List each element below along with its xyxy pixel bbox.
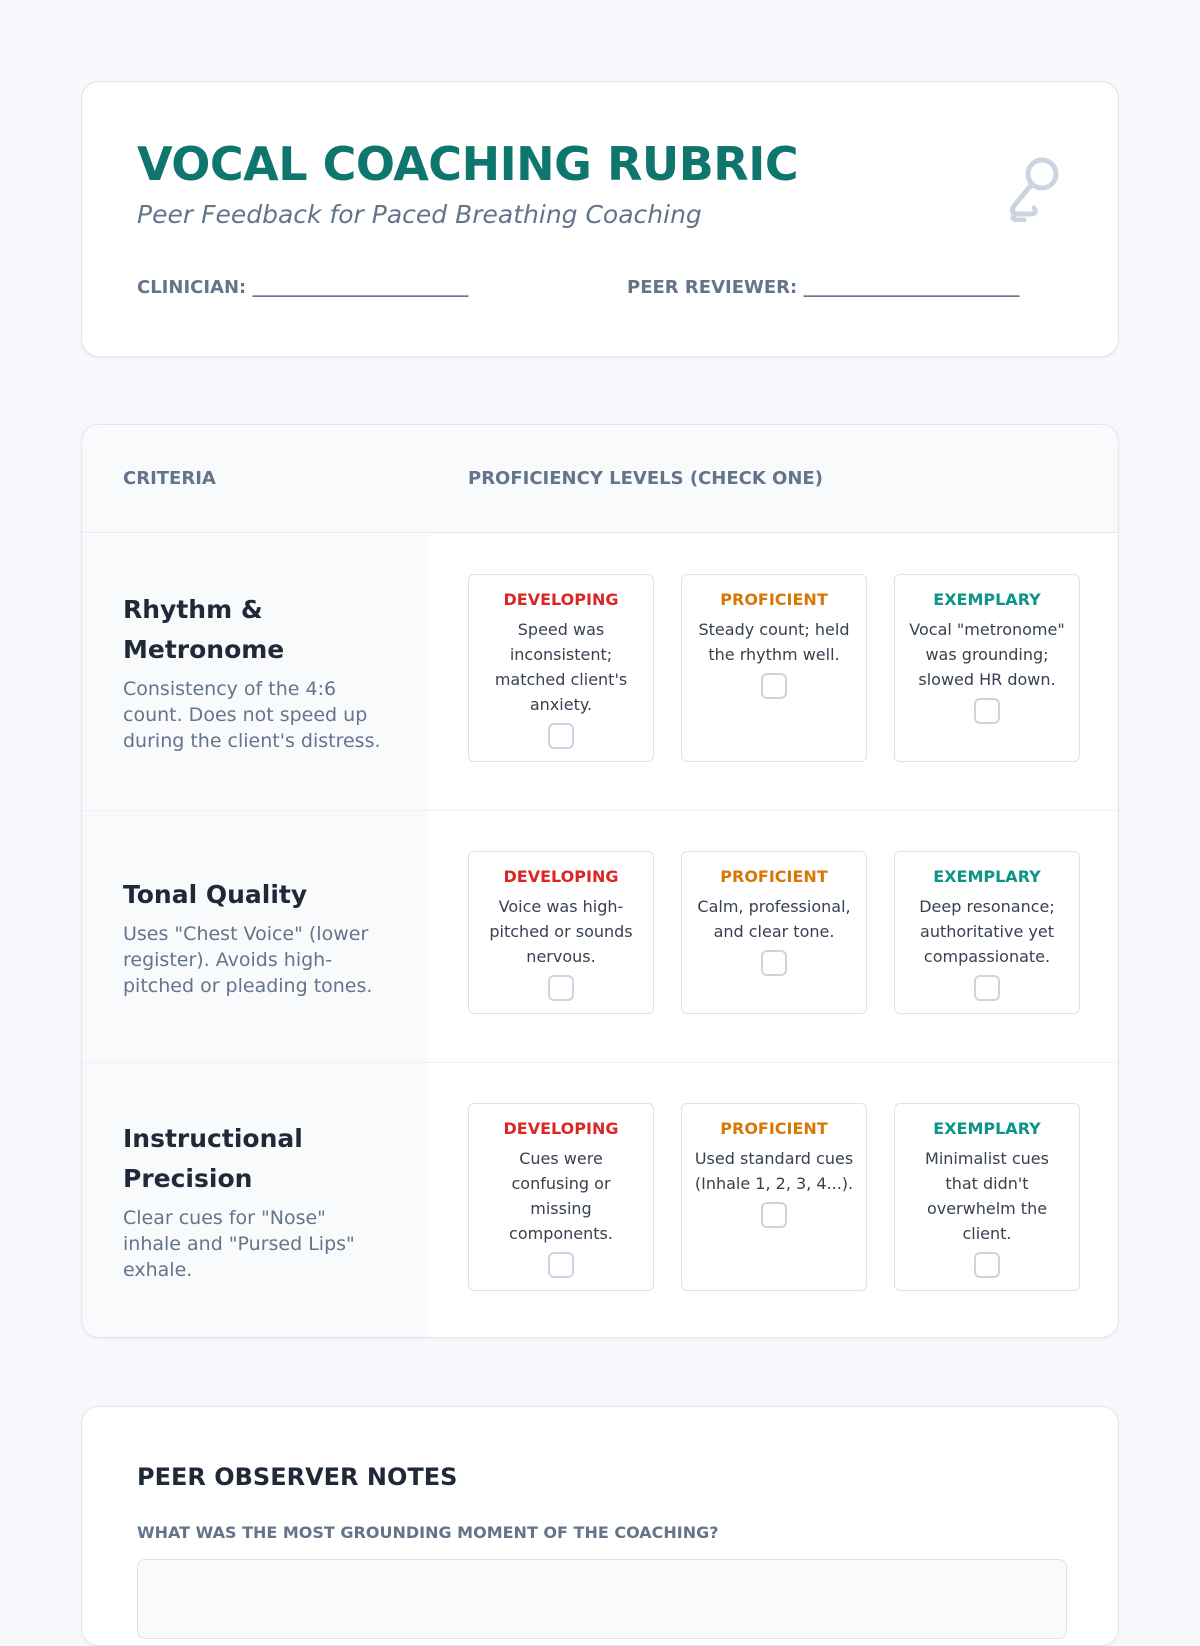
level-options (468, 1103, 1080, 1291)
proficient-checkbox[interactable] (761, 673, 787, 699)
level-name: EXEMPLARY (933, 867, 1041, 886)
level-name: DEVELOPING (503, 1119, 619, 1138)
level-proficient (681, 851, 867, 1014)
level-options (468, 574, 1080, 762)
level-exemplary (894, 574, 1080, 762)
criterion-cell (82, 534, 428, 810)
microphone-icon (1002, 152, 1066, 222)
level-developing (468, 1103, 654, 1291)
level-exemplary (894, 1103, 1080, 1291)
exemplary-checkbox[interactable] (974, 975, 1000, 1001)
level-name: DEVELOPING (503, 867, 619, 886)
clinician-label: CLINICIAN: (137, 277, 247, 298)
level-developing (468, 851, 654, 1014)
level-description: Vocal "metronome" was grounding; slowed HR down. (909, 620, 1065, 689)
level-name: EXEMPLARY (933, 1119, 1041, 1138)
peer-reviewer-signature[interactable] (627, 277, 1019, 298)
level-options (468, 851, 1080, 1014)
levels-column-header: PROFICIENCY LEVELS (CHECK ONE) (468, 468, 823, 489)
level-proficient (681, 1103, 867, 1291)
rubric-row-instructional (82, 1062, 1118, 1338)
criterion-cell (82, 1063, 428, 1338)
level-description: Voice was high-pitched or sounds nervous. (489, 897, 633, 966)
level-description: Used standard cues (Inhale 1, 2, 3, 4...). (694, 1149, 854, 1193)
peer-reviewer-label: PEER REVIEWER: (627, 277, 798, 298)
rubric-row-rhythm (82, 534, 1118, 810)
criterion-description: Uses "Chest Voice" (lower register). Avoids high-pitched or pleading tones. (123, 922, 373, 997)
level-name: PROFICIENT (720, 590, 828, 609)
header-card (81, 81, 1119, 357)
developing-checkbox[interactable] (548, 723, 574, 749)
proficient-checkbox[interactable] (761, 950, 787, 976)
criterion-cell (82, 811, 428, 1062)
clinician-signature[interactable] (137, 277, 469, 298)
level-description: Calm, professional, and clear tone. (697, 897, 851, 941)
level-description: Cues were confusing or missing components. (509, 1149, 613, 1243)
proficient-checkbox[interactable] (761, 1202, 787, 1228)
page-title: VOCAL COACHING RUBRIC (137, 137, 799, 191)
notes-question: WHAT WAS THE MOST GROUNDING MOMENT OF THE COACHING? (137, 1523, 719, 1542)
clinician-line: ________________________ (252, 277, 469, 298)
criterion-title: Tonal Quality (123, 879, 308, 909)
notes-card (81, 1406, 1119, 1646)
level-description: Deep resonance; authoritative yet compassionate. (919, 897, 1055, 966)
criterion-title: Rhythm & Metronome (123, 595, 285, 664)
level-description: Minimalist cues that didn't overwhelm the client. (925, 1149, 1049, 1243)
level-name: PROFICIENT (720, 867, 828, 886)
criterion-description: Consistency of the 4:6 count. Does not speed up during the client's distress. (123, 678, 381, 752)
rubric-row-tonal (82, 810, 1118, 1062)
level-exemplary (894, 851, 1080, 1014)
level-proficient (681, 574, 867, 762)
level-developing (468, 574, 654, 762)
developing-checkbox[interactable] (548, 975, 574, 1001)
peer-reviewer-line: ________________________ (803, 277, 1020, 298)
criterion-description: Clear cues for "Nose" inhale and "Pursed Lips" exhale. (123, 1207, 355, 1281)
page-subtitle: Peer Feedback for Paced Breathing Coaching (137, 200, 702, 229)
notes-title: PEER OBSERVER NOTES (137, 1463, 458, 1491)
level-name: DEVELOPING (503, 590, 619, 609)
level-name: PROFICIENT (720, 1119, 828, 1138)
rubric-header (82, 425, 1118, 533)
level-description: Speed was inconsistent; matched client's anxiety. (494, 620, 628, 714)
level-description: Steady count; held the rhythm well. (698, 620, 850, 664)
developing-checkbox[interactable] (548, 1252, 574, 1278)
level-name: EXEMPLARY (933, 590, 1041, 609)
criteria-column-header: CRITERIA (123, 468, 216, 489)
criterion-title: Instructional Precision (123, 1124, 303, 1193)
rubric-table (81, 424, 1119, 1338)
exemplary-checkbox[interactable] (974, 698, 1000, 724)
exemplary-checkbox[interactable] (974, 1252, 1000, 1278)
notes-answer-field[interactable] (137, 1559, 1067, 1639)
